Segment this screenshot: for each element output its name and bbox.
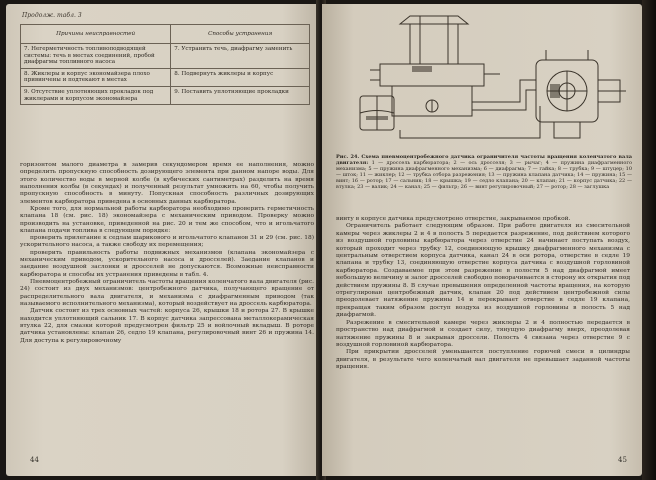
page-number-right: 45 <box>618 456 627 464</box>
table-cell-cause: 8. Жиклеры и корпус экономайзера плохо привинчены и подтекают в местах <box>21 68 171 86</box>
table-cell-remedy: 9. Поставить уплотняющие прокладки <box>171 86 310 104</box>
paragraph: Кроме того, для нормальной работы карбюратора необходимо проверить герметичность клапана 18 (см. рис. 18) экономайзера с механическим приводом. Проверку можно производить на установке, приведенной на рис. 20 и тем же способом, что и игольчатого клапана подачи топлива в следующем порядке: <box>20 205 314 234</box>
paragraph: горизонтом малого диаметра в замерив секундомером время ее наполнения, можно определить пропускную способность дозирующего элемента при данном напоре воды. Для этого количество воды в мерной колбе (в кубических сантиметрах) разделить на время наполнения колбы (в секундах) и полученный результат умножить на 60, чтобы получить пропускную способность в минуту. Попускная способность различных дозирующих элементов карбюратора приведена в основных данных карбюратора. <box>20 162 314 205</box>
table-header-row <box>21 25 310 44</box>
page-number-left: 44 <box>30 456 39 464</box>
column-header-causes: Причины неисправностей <box>21 25 171 44</box>
governor-diagram <box>340 10 630 150</box>
right-body-text <box>336 216 630 372</box>
troubleshooting-table <box>20 24 310 105</box>
table-cell-remedy: 8. Подвернуть жиклеры и корпус <box>171 68 310 86</box>
left-body-text <box>20 162 314 345</box>
table-row <box>21 44 310 69</box>
paragraph: проверить правильность работы подвижных механизмов (клапана экономайзера с механическим приводом, ускорительного насоса и дросселей). Заедание клапанов и заедание воздушной заслонки и дросселей не допускаются. Возможные неисправности карбюратора и способы их устранения приведены в табл. 4. <box>20 249 314 278</box>
paragraph: При прикрытии дросселей уменьшается поступление горючей смеси в цилиндры двигателя, в результате чего коленчатый вал двигателя не превышает заданной частоты вращения. <box>336 349 630 371</box>
table-row <box>21 86 310 104</box>
carburetor-body-drawing <box>410 24 458 64</box>
paragraph: Датчик состоит из трех основных частей: корпуса 26, крышки 18 и ротора 27. В крышке находится уплотняющий сальник 17. В корпус датчика запрессована металлокерамическая втулка 22, для смазки которой предусмотрен фильтр 25 и войлочный вкладыш. В роторе датчика установлены: клапан 26, седло 19 клапана, регулировочный винт 26 и пружина 14. Для доступа к регулировочному <box>20 308 314 344</box>
figure-title: Рис. 24. Схема пневмоцентробежного датчика ограничителя частоты вращения коленчатого вала двигателя: <box>336 154 632 167</box>
paragraph: Пневмоцентробежный ограничитель частоты вращения коленчатого вала двигателя (рис. 24) состоит из двух механизмов: центробежного датчика, получающего вращение от распределительного вала двигателя, и механизма с диафрагменным приводом (так называемого исполнительного механизма), который воздействует на дроссель карбюратора. <box>20 279 314 307</box>
paragraph: проверить прилегание к седлам шарикового и игольчатого клапанов 31 и 29 (см. рис. 18) ускорительного насоса, а также свободу их перемещения; <box>20 235 314 249</box>
column-header-remedies: Способы устранения <box>171 25 310 44</box>
paragraph: Разрежение в смесительной камере через жиклеры 2 и 4 полностью передается в пространство над диафрагмой и создает силу, тянущую диафрагму вверх, преодолевая натяжение пружины 8 и закрывая дроссели. Полость 4 связана через отверстие 9 с воздушной горловиной карбюратора. <box>336 319 630 348</box>
paragraph: Ограничитель работает следующим образом. При работе двигателя из смесительной камеры через жиклеры 2 и 4 в полость 5 передается разрежение, под действием которого из воздушной горловины карбюратора через отверстие 24 начинает поступать воздух, который проходит через трубку 12, соединяющую крышку диафрагменного механизма с центральным отверстием корпуса датчика, канал 24 в оси ротора, отверстие в седле 19 клапана и трубку 13, соединяющую отверстие корпуса датчика с воздушной горловиной карбюратора. Создаваемое при этом разрежение в полости 5 над диафрагмой имеет небольшую величину и залог дросселей свободно поворачивается в сторону их открытия под действием пружины 8. В случае превышения определенной частоты вращения, на которую отрегулирован центробежный датчик, клапан 20 под действием центробежной силы преодолевает натяжение пружины 14 и перекрывает отверстие в седле 19 клапана, прекращая таким образом доступ воздуха из воздушной горловины в полость 5 над диафрагмой. <box>336 223 630 319</box>
table-cell-cause: 7. Негерметичность топливоподводящей системы: течь в местах соединений, пробой диафрагмы топливного насоса <box>21 44 171 69</box>
paragraph: винту в корпусе датчика предусмотрено отверстие, закрываемое пробкой. <box>336 216 571 222</box>
figure-legend: 1 — дроссель карбюратора; 2 — ось дросселя; 3 — рычаг; 4 — пружина диафрагменного механизма; 5 — пружина диафрагменного механизма; 6 — диафрагма; 7 — гайка; 8 — трубка; 9 — штуцер; 10 — шток; 11 — жиклер; 12 — трубка отбора разрежения; 13 — пружина клапана датчика; 14 — пружина; 15 — винт; 16 — ротор; 17 — сальник; 18 — крышка; 19 — седло клапана; 20 — клапан; 21 — корпус датчика; 22 — втулка; 23 — валик; 24 — канал; 25 — фильтр; 26 — винт регулировочный; 27 — ротор; 28 — заглушка <box>336 160 632 191</box>
book-edge <box>642 0 656 480</box>
table-cell-cause: 9. Отсутствие уплотняющих прокладок под жиклерами и корпусом экономайзера <box>21 86 171 104</box>
table-cell-remedy: 7. Устранить течь, диафрагму заменить <box>171 44 310 69</box>
figure-caption <box>336 154 632 191</box>
table-row <box>21 68 310 86</box>
right-page <box>322 4 642 476</box>
table-continuation-header: Продолж. табл. 3 <box>22 12 82 19</box>
left-page <box>6 4 320 476</box>
